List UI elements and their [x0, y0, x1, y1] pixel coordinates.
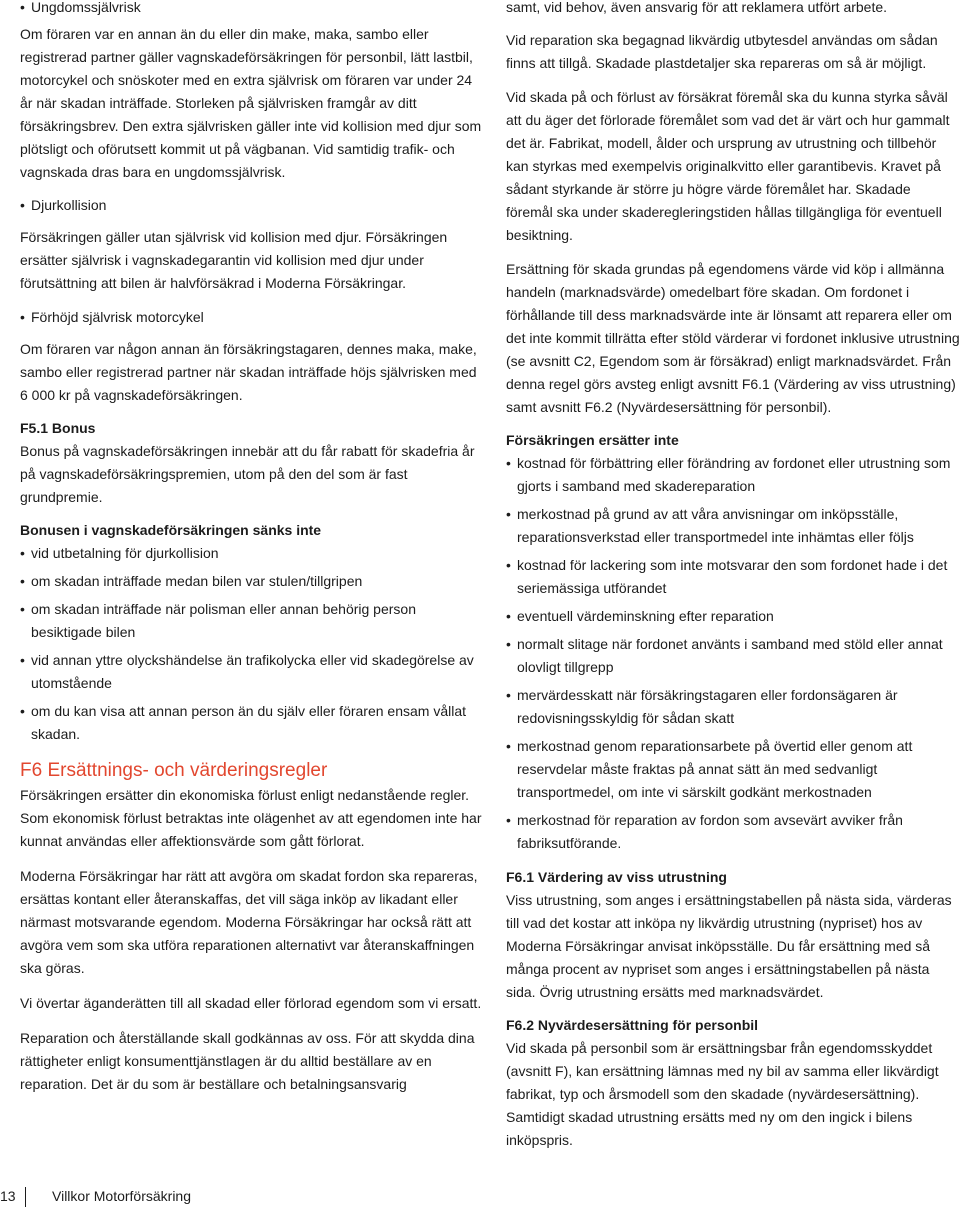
bullet-icon: •	[20, 197, 25, 213]
subheading-ersatter-inte: Försäkringen ersätter inte	[506, 432, 679, 448]
bullet-icon: •	[20, 703, 25, 719]
bullet-icon: •	[506, 636, 511, 652]
bullet-icon: •	[20, 573, 25, 589]
list-item: • kostnad för lackering som inte motsvarar den som fordonet hade i det seriemässiga utförandet	[506, 554, 960, 600]
heading-f5-1-bonus: F5.1 Bonus	[20, 420, 96, 436]
bullet-icon: •	[20, 601, 25, 617]
list-item: • mervärdesskatt när försäkringstagaren eller fordonsägaren är redovisningsskyldig för sådan skatt	[506, 684, 960, 730]
paragraph-ungdom: Om föraren var en annan än du eller din make, maka, sambo eller registrerad partner gäller vagnskadeförsäkringen för personbil, lätt lastbil, motorcykel och snöskoter med en extra självrisk om föraren var under 24 år när skadan inträffade. Storleken på självrisken framgår av ditt försäkringsbrev. Den extra självrisken gäller inte vid kollision med djur som plötsligt och oförutsett kommit ut på vägbanan. Vid samtidig trafik- och vagnskada dras bara en ungdomssjälvrisk.	[20, 26, 482, 180]
list-item: • vid annan yttre olyckshändelse än trafikolycka eller vid skadegörelse av utomstående	[20, 649, 482, 695]
paragraph-mc: Om föraren var någon annan än försäkringstagaren, dennes maka, make, sambo eller registrerad partner när skadan inträffade höjs självrisken med 6 000 kr på vagnskadeförsäkringen.	[20, 341, 477, 403]
subheading-bonus: Bonusen i vagnskadeförsäkringen sänks inte	[20, 522, 322, 538]
paragraph-bonus: Bonus på vagnskadeförsäkringen innebär att du får rabatt för skadefria år på vagnskadeförsäkringspremien, utom på den del som är fast grundpremie.	[20, 443, 475, 505]
paragraph-f6-4: Reparation och återställande skall godkännas av oss. För att skydda dina rättigheter enligt konsumenttjänstlagen är du alltid beställare av en reparation. Det är du som är beställare och betalningsansvarig	[20, 1030, 475, 1092]
list-item: • om du kan visa att annan person än du själv eller föraren ensam vållat skadan.	[20, 700, 482, 746]
paragraph-f6-2: Moderna Försäkringar har rätt att avgöra om skadat fordon ska repareras, ersättas kontant eller återanskaffas, det vill säga inköp av likadant eller närmast motsvarande egendom. Moderna Försäkringar har också rätt att avgöra vem som ska utföra reparationen alternativt var återanskaffningen ska göras.	[20, 868, 478, 976]
bullet-icon: •	[506, 687, 511, 703]
footer-document-title: Villkor Motorförsäkring	[52, 1188, 192, 1204]
list-item: • merkostnad genom reparationsarbete på övertid eller genom att reservdelar måste fraktas på annat sätt än med sedvanligt transportmedel, om inte vi särskilt godkänt merkostnaden	[506, 735, 960, 804]
paragraph-f6-3: Vi övertar äganderätten till all skadad eller förlorad egendom som vi ersatt.	[20, 995, 482, 1011]
list-item: • om skadan inträffade när polisman eller annan behörig person besiktigade bilen	[20, 598, 482, 644]
list-item: • merkostnad för reparation av fordon som avsevärt avviker från fabriksutförande.	[506, 809, 960, 855]
bullet-icon: •	[506, 455, 511, 471]
left-column	[20, 0, 482, 1096]
section-heading-f6: F6 Ersättnings- och värderingsregler	[20, 760, 328, 781]
paragraph-djur: Försäkringen gäller utan självrisk vid kollision med djur. Försäkringen ersätter självrisk i vagnskadegarantin vid kollision med djur under förutsättning att bilen är halvförsäkrad i Moderna Försäkringar.	[20, 229, 448, 291]
paragraph-f6-1-text: Viss utrustning, som anges i ersättningstabellen på nästa sida, värderas till vad det kostar att inköpa ny likvärdig utrustning (nypriset) hos av Moderna Försäkringar anvisat inköpsställe. Du får ersättning med så många procent av nypriset som anges i ersättningstabellen på nästa sida. Övrig utrustning ersätts med marknadsvärdet.	[506, 892, 952, 1000]
bullet-icon: •	[506, 557, 511, 573]
bullet-heading-ungdomssjalvrisk: • Ungdomssjälvrisk	[20, 0, 482, 19]
bullet-icon: •	[506, 608, 511, 624]
list-item: • normalt slitage när fordonet använts i samband med stöld eller annat olovligt tillgrepp	[506, 633, 960, 679]
paragraph-marknadsvarde: Ersättning för skada grundas på egendomens värde vid köp i allmänna handeln (marknadsvärde) omedelbart före skadan. Om fordonet i förhållande till dess marknadsvärde inte är lönsamt att reparera eller om det inte kommit tillrätta efter stöld värderar vi fordonet inklusive utrustning (se avsnitt C2, Egendom som är försäkrad) enligt marknadsvärdet. Från denna regel görs avsteg enligt avsnitt F6.1 (Värdering av viss utrustning) samt avsnitt F6.2 (Nyvärdesersättning för personbil).	[506, 261, 960, 415]
paragraph-styrka: Vid skada på och förlust av försäkrat föremål ska du kunna styrka såväl att du äger det förlorade föremålet som vad det är värt och hur gammalt det är. Fabrikat, modell, ålder och ursprung av utrustning och tillbehör kan styrkas med exempelvis originalkvitto eller garantibevis. Kravet på sådant styrkande är större ju högre värde föremålet har. Skadade föremål ska under skaderegleringstiden hållas tillgängliga för eventuell besiktning.	[506, 89, 950, 243]
page-number: 13	[0, 1188, 16, 1204]
bullet-icon: •	[20, 545, 25, 561]
list-item: • kostnad för förbättring eller förändring av fordonet eller utrustning som gjorts i samband med skadereparation	[506, 452, 960, 498]
bullet-icon: •	[506, 812, 511, 828]
paragraph-f6-1: Försäkringen ersätter din ekonomiska förlust enligt nedanstående regler. Som ekonomisk förlust betraktas inte olägenhet av att egendomen inte har kunnat användas eller affektionsvärde som gått förlorat.	[20, 787, 482, 849]
paragraph-continued: samt, vid behov, även ansvarig för att reklamera utfört arbete.	[506, 0, 888, 15]
paragraph-reparation: Vid reparation ska begagnad likvärdig utbytesdel användas om sådan finns att tillgå. Skadade plastdetaljer ska repareras om så är möjligt.	[506, 32, 938, 71]
bullet-icon: •	[20, 309, 25, 325]
right-column	[506, 0, 960, 1152]
bullet-heading-mc: • Förhöjd självrisk motorcykel	[20, 306, 482, 329]
bullet-icon: •	[20, 0, 25, 15]
bullet-icon: •	[506, 506, 511, 522]
footer-divider	[25, 1187, 26, 1207]
bullet-icon: •	[506, 738, 511, 754]
list-item: • om skadan inträffade medan bilen var stulen/tillgripen	[20, 570, 482, 593]
list-item: • eventuell värdeminskning efter reparation	[506, 605, 960, 628]
bullet-heading-djurkollision: • Djurkollision	[20, 194, 482, 217]
list-item: • vid utbetalning för djurkollision	[20, 542, 482, 565]
heading-f6-1: F6.1 Värdering av viss utrustning	[506, 869, 727, 885]
heading-f6-2: F6.2 Nyvärdesersättning för personbil	[506, 1017, 759, 1033]
bullet-icon: •	[20, 652, 25, 668]
list-item: • merkostnad på grund av att våra anvisningar om inköpsställe, reparationsverkstad eller transportmedel inte inhämtas eller följs	[506, 503, 960, 549]
paragraph-f6-2-text: Vid skada på personbil som är ersättningsbar från egendomsskyddet (avsnitt F), kan ersättning lämnas med ny bil av samma eller likvärdigt fabrikat, typ och årsmodell som den skadade (nyvärdesersättning). Samtidigt skadad utrustning ersätts med ny om den ingick i bilens inköpspris.	[506, 1040, 939, 1148]
